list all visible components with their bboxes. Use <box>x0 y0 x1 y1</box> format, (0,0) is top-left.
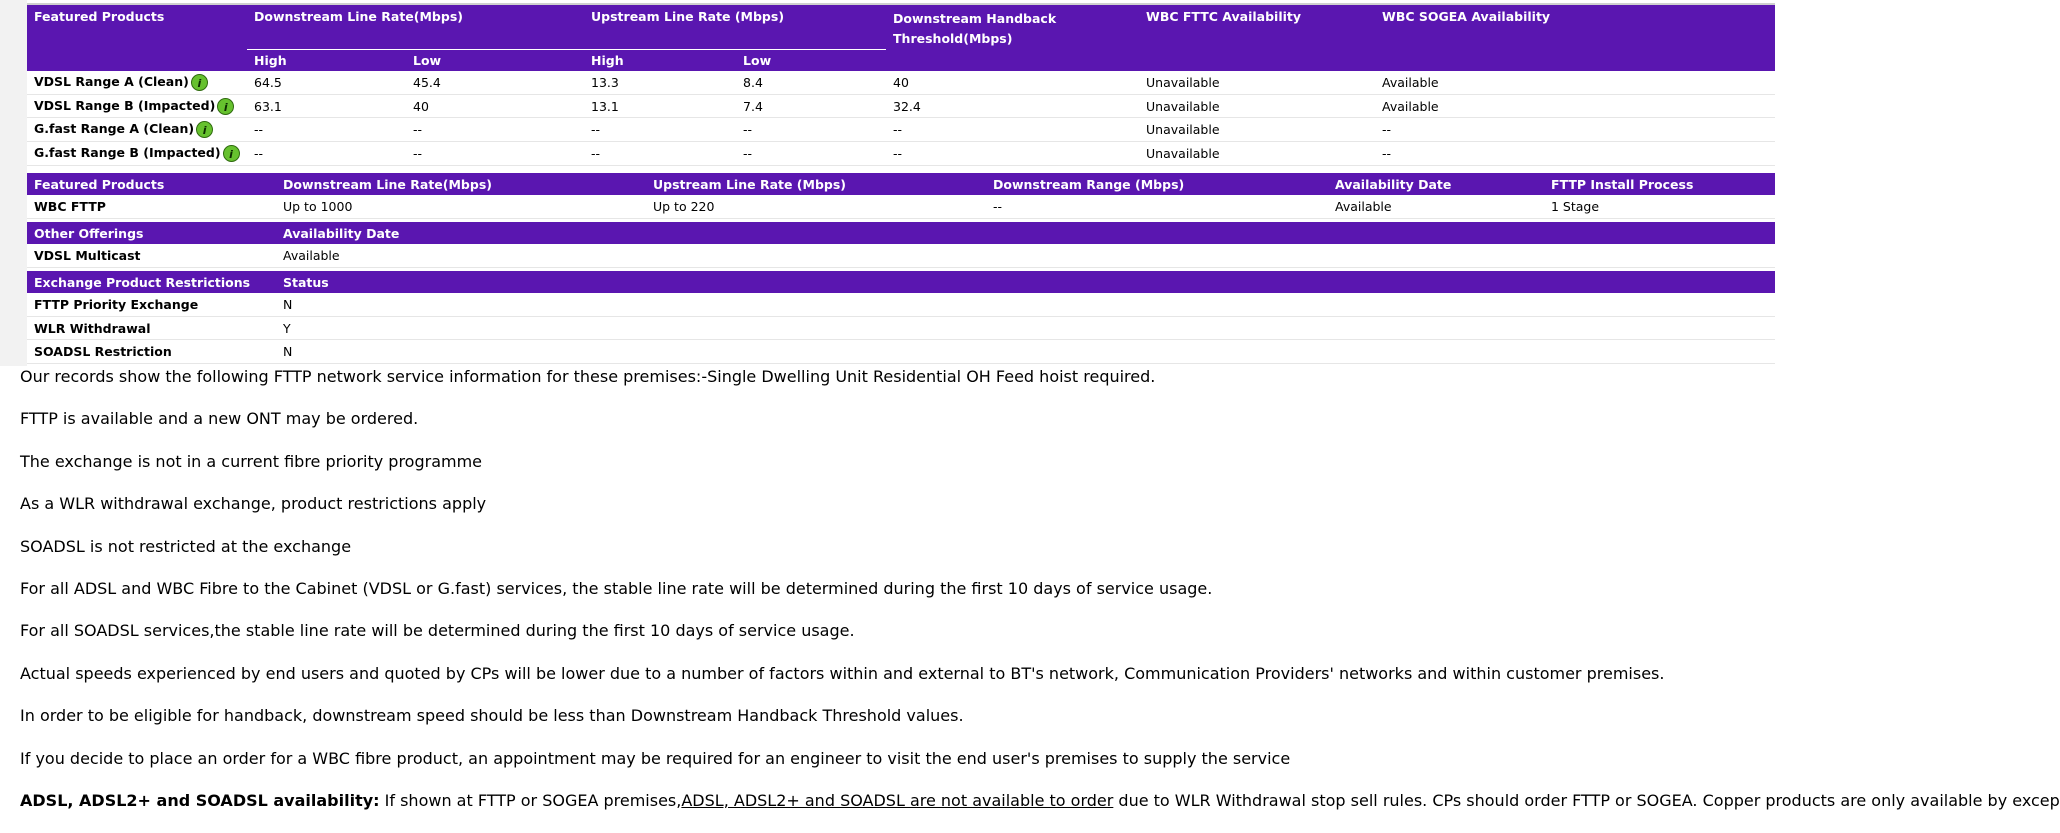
sogea-availability-cell: -- <box>1375 142 1775 166</box>
up-low-cell: -- <box>736 142 886 166</box>
restriction-cell: FTTP Priority Exchange <box>27 293 276 316</box>
info-icon[interactable]: i <box>191 74 208 91</box>
col-header-install-process: FTTP Install Process <box>1551 176 1694 192</box>
subheader-empty <box>886 49 1139 71</box>
col-header-downstream-range: Downstream Range (Mbps) <box>993 176 1185 192</box>
col-header-downstream: Downstream Line Rate(Mbps) <box>283 176 492 192</box>
product-cell: WBC FTTP <box>27 195 276 218</box>
table-row <box>27 244 1775 267</box>
down-high-cell: 64.5 <box>247 71 406 94</box>
fttc-availability-table <box>27 5 1775 166</box>
fttc-availability-cell: Unavailable <box>1139 142 1375 166</box>
table-row <box>27 71 1775 94</box>
handback-cell: 40 <box>886 71 1139 94</box>
subheader-up-low: Low <box>736 49 886 71</box>
note-wlr-withdrawal: As a WLR withdrawal exchange, product restrictions apply <box>20 494 487 514</box>
col-header-handback <box>886 5 1139 49</box>
status-cell: N <box>276 293 1775 316</box>
note-adsl-availability <box>20 790 2060 833</box>
note-adsl-availability-text-a: If shown at FTTP or SOGEA premises, <box>379 790 682 810</box>
fttc-availability-cell: Unavailable <box>1139 118 1375 142</box>
note-fttp-records: Our records show the following FTTP network service information for these premises:-Single Dwelling Unit Residential OH Feed hoist required. <box>20 367 1156 386</box>
note-stable-line-rate-fttc: For all ADSL and WBC Fibre to the Cabinet (VDSL or G.fast) services, the stable line rate will be determined during the first 10 days of service usage. <box>20 578 1213 598</box>
col-header-handback-line1: Downstream Handback <box>893 11 1057 26</box>
note-adsl-availability-text-b: due to WLR Withdrawal stop sell rules. CPs should order FTTP or SOGEA. Copper products are only available by excep <box>1113 790 2060 810</box>
fttp-table <box>27 173 1775 219</box>
note-actual-speeds: Actual speeds experienced by end users and quoted by CPs will be lower due to a number of factors within and external to BT's network, Communication Providers' networks and within customer premises. <box>20 663 1665 683</box>
fttc-subheader-row <box>27 49 1775 71</box>
subheader-up-high: High <box>584 49 736 71</box>
table-row <box>27 142 1775 166</box>
col-header-fttc-availability: WBC FTTC Availability <box>1146 9 1302 24</box>
left-gutter <box>0 0 27 366</box>
col-header-product: Featured Products <box>34 176 165 192</box>
down-low-cell: 45.4 <box>406 71 584 94</box>
down-high-cell: -- <box>247 142 406 166</box>
product-name: G.fast Range B (Impacted) <box>34 144 221 160</box>
restriction-cell: WLR Withdrawal <box>27 316 276 340</box>
col-header-downstream: Downstream Line Rate(Mbps) <box>254 9 463 24</box>
fttc-availability-cell: Unavailable <box>1139 71 1375 94</box>
info-icon[interactable]: i <box>223 145 240 162</box>
range-cell: -- <box>986 195 1328 218</box>
down-low-cell: -- <box>406 118 584 142</box>
table-row <box>27 94 1775 118</box>
table-row <box>27 118 1775 142</box>
table-row <box>27 316 1775 340</box>
info-icon[interactable]: i <box>217 98 234 115</box>
up-high-cell: -- <box>584 142 736 166</box>
status-cell: N <box>276 340 1775 364</box>
exchange-header-row <box>27 271 1775 293</box>
col-header-sogea-availability: WBC SOGEA Availability <box>1382 9 1551 24</box>
down-low-cell: 40 <box>406 94 584 118</box>
product-cell <box>27 71 247 94</box>
subheader-down-high: High <box>247 49 406 71</box>
col-header-availability-date: Availability Date <box>1335 176 1452 192</box>
down-high-cell: -- <box>247 118 406 142</box>
offering-cell: VDSL Multicast <box>27 244 276 267</box>
note-adsl-availability-title: ADSL, ADSL2+ and SOADSL availability: <box>20 790 380 810</box>
other-offerings-table <box>27 222 1775 268</box>
table-row <box>27 340 1775 364</box>
upstream-cell: Up to 220 <box>646 195 986 218</box>
down-high-cell: 63.1 <box>247 94 406 118</box>
subheader-empty <box>27 49 247 71</box>
info-icon[interactable]: i <box>196 121 213 138</box>
availability-date-cell: Available <box>276 244 1775 267</box>
note-handback-eligibility: In order to be eligible for handback, downstream speed should be less than Downstream Handback Threshold values. <box>20 706 964 726</box>
fttc-availability-cell: Unavailable <box>1139 94 1375 118</box>
table-row <box>27 195 1775 218</box>
downstream-cell: Up to 1000 <box>276 195 646 218</box>
up-high-cell: 13.1 <box>584 94 736 118</box>
col-header-availability-date: Availability Date <box>283 225 400 241</box>
handback-cell: -- <box>886 118 1139 142</box>
col-header-upstream: Upstream Line Rate (Mbps) <box>653 176 847 192</box>
other-header-row <box>27 222 1775 244</box>
subheader-empty <box>1375 49 1775 71</box>
product-cell <box>27 94 247 118</box>
handback-cell: -- <box>886 142 1139 166</box>
col-header-restriction: Exchange Product Restrictions <box>34 274 251 290</box>
product-name: G.fast Range A (Clean) <box>34 121 195 137</box>
product-name: VDSL Range B (Impacted) <box>34 97 216 113</box>
note-fibre-priority: The exchange is not in a current fibre priority programme <box>20 451 483 471</box>
col-header-status: Status <box>283 274 329 290</box>
note-soadsl-restriction: SOADSL is not restricted at the exchange <box>20 536 352 556</box>
sogea-availability-cell: Available <box>1375 71 1775 94</box>
col-header-upstream: Upstream Line Rate (Mbps) <box>591 9 785 24</box>
subheader-down-low: Low <box>406 49 584 71</box>
up-high-cell: -- <box>584 118 736 142</box>
col-header-handback-line2: Threshold(Mbps) <box>893 31 1013 46</box>
restriction-cell: SOADSL Restriction <box>27 340 276 364</box>
status-cell: Y <box>276 316 1775 340</box>
fttc-header-row <box>27 5 1775 49</box>
down-low-cell: -- <box>406 142 584 166</box>
handback-cell: 32.4 <box>886 94 1139 118</box>
subheader-empty <box>1139 49 1375 71</box>
note-stable-line-rate-soadsl: For all SOADSL services,the stable line rate will be determined during the first 10 days of service usage. <box>20 621 855 641</box>
install-process-cell: 1 Stage <box>1544 195 1775 218</box>
sogea-availability-cell: Available <box>1375 94 1775 118</box>
note-fttp-available: FTTP is available and a new ONT may be ordered. <box>20 409 419 429</box>
col-header-product: Featured Products <box>34 9 165 24</box>
product-cell <box>27 142 247 166</box>
note-adsl-not-available: ADSL, ADSL2+ and SOADSL are not available to order <box>681 790 1114 810</box>
fttp-header-row <box>27 173 1775 195</box>
availability-date-cell: Available <box>1328 195 1544 218</box>
up-low-cell: -- <box>736 118 886 142</box>
service-notes <box>20 367 2060 833</box>
note-engineer-appointment: If you decide to place an order for a WBC fibre product, an appointment may be required for an engineer to visit the end user's premises to supply the service <box>20 748 1291 768</box>
up-high-cell: 13.3 <box>584 71 736 94</box>
col-header-offering: Other Offerings <box>34 225 144 241</box>
product-cell <box>27 118 247 142</box>
product-name: VDSL Range A (Clean) <box>34 73 189 89</box>
sogea-availability-cell: -- <box>1375 118 1775 142</box>
up-low-cell: 7.4 <box>736 94 886 118</box>
exchange-restrictions-table <box>27 271 1775 364</box>
up-low-cell: 8.4 <box>736 71 886 94</box>
table-row <box>27 293 1775 316</box>
